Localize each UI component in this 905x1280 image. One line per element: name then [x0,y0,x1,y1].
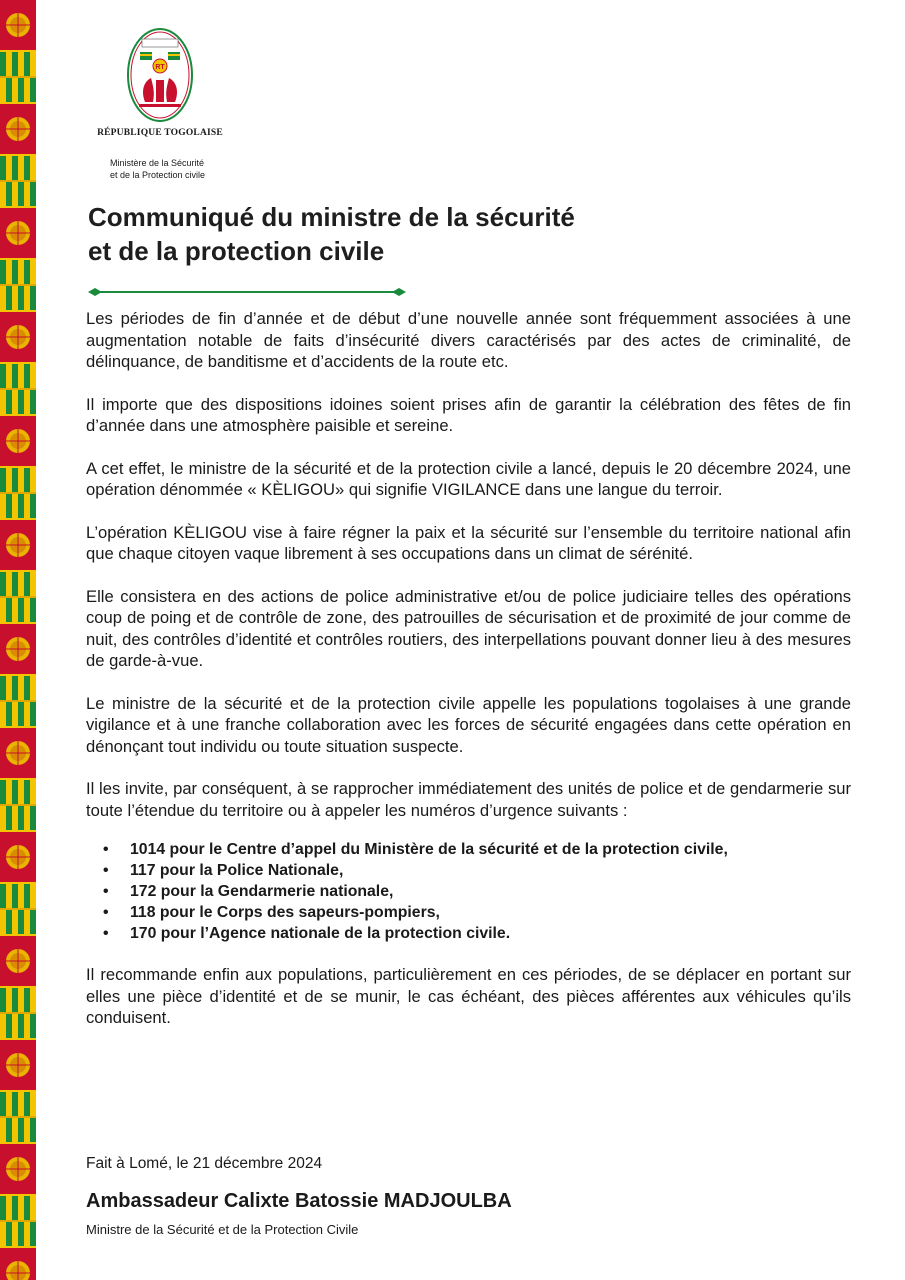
list-item: • 1014 pour le Centre d’appel du Ministère de la sécurité et de la protection civile, [130,839,851,860]
list-item: • 118 pour le Corps des sapeurs-pompiers, [130,902,851,923]
paragraph: Les périodes de fin d’année et de début d’une nouvelle année sont fréquemment associées à une augmentation notable de faits d’insécurité divers caractérisés par des actes de criminalité, de délinquance, de banditisme et d’accidents de la route etc. [86,309,851,371]
paragraph: Le ministre de la sécurité et de la protection civile appelle les populations togolaises à une grande vigilance et à une franche collaboration avec les forces de sécurité engagées dans cette opération en dénonçant tout individu ou toute situation suspecte. [86,693,851,756]
signatory-name: Ambassadeur Calixte Batossie MADJOULBA [86,1190,512,1212]
letterhead [95,26,225,138]
country-name: RÉPUBLIQUE TOGOLAISE [97,128,223,138]
signatory-title: Ministre de la Sécurité et de la Protection Civile [86,1222,359,1237]
list-item: • 117 pour la Police Nationale, [130,860,851,881]
ministry-line-2: et de la Protection civile [110,170,206,180]
closing-paragraph: Il recommande enfin aux populations, particulièrement en ces périodes, de se déplacer en portant sur elles une pièce d’identité et de se munir, le cas échéant, des pièces afférentes aux véhicules qu’ils conduisent. [86,965,851,1027]
list-item: • 170 pour l’Agence nationale de la protection civile. [130,923,851,944]
paragraph: Il les invite, par conséquent, à se rapprocher immédiatement des unités de police et de gendarmerie sur toute l’étendue du territoire ou à appeler les numéros d’urgence suivants : [86,779,851,820]
paragraph: L’opération KÈLIGOU vise à faire régner la paix et la sécurité sur l’ensemble du territoire national afin que chaque citoyen vaque librement à ses occupations dans un climat de sérénité. [86,522,851,563]
list-item: • 172 pour la Gendarmerie nationale, [130,881,851,902]
communique-body [86,308,851,1050]
emergency-numbers-list [86,839,851,944]
paragraph: Elle consistera en des actions de police administrative et/ou de police judiciaire telles des opérations coup de poing et de contrôle de zone, des patrouilles de sécurisation et de proximité de jour comme de nuit, des contrôles d’identité et contrôles routiers, des interpellations pouvant donner lieu à des mesures de garde-à-vue. [86,586,851,670]
paragraph: A cet effet, le ministre de la sécurité et de la protection civile a lancé, depuis le 20 décembre 2024, une opération dénommée « KÈLIGOU» qui signifie VIGILANCE dans une langue du terroir. [86,458,851,499]
title-divider [88,285,408,299]
ministry-line-1: Ministère de la Sécurité [110,158,205,168]
title-line-2: et de la protection civile [88,236,385,266]
title-line-1: Communiqué du ministre de la sécurité [88,202,575,232]
decorative-kente-border [0,0,36,1280]
ministry-name [110,157,205,181]
svg-text:RT: RT [155,64,165,71]
paragraph: Il importe que des dispositions idoines soient prises afin de garantir la célébration des fêtes de fin d’année dans une atmosphère paisible et sereine. [86,394,851,435]
page-title [88,200,708,268]
place-and-date: Fait à Lomé, le 21 décembre 2024 [86,1155,323,1172]
coat-of-arms-seal [125,26,195,124]
